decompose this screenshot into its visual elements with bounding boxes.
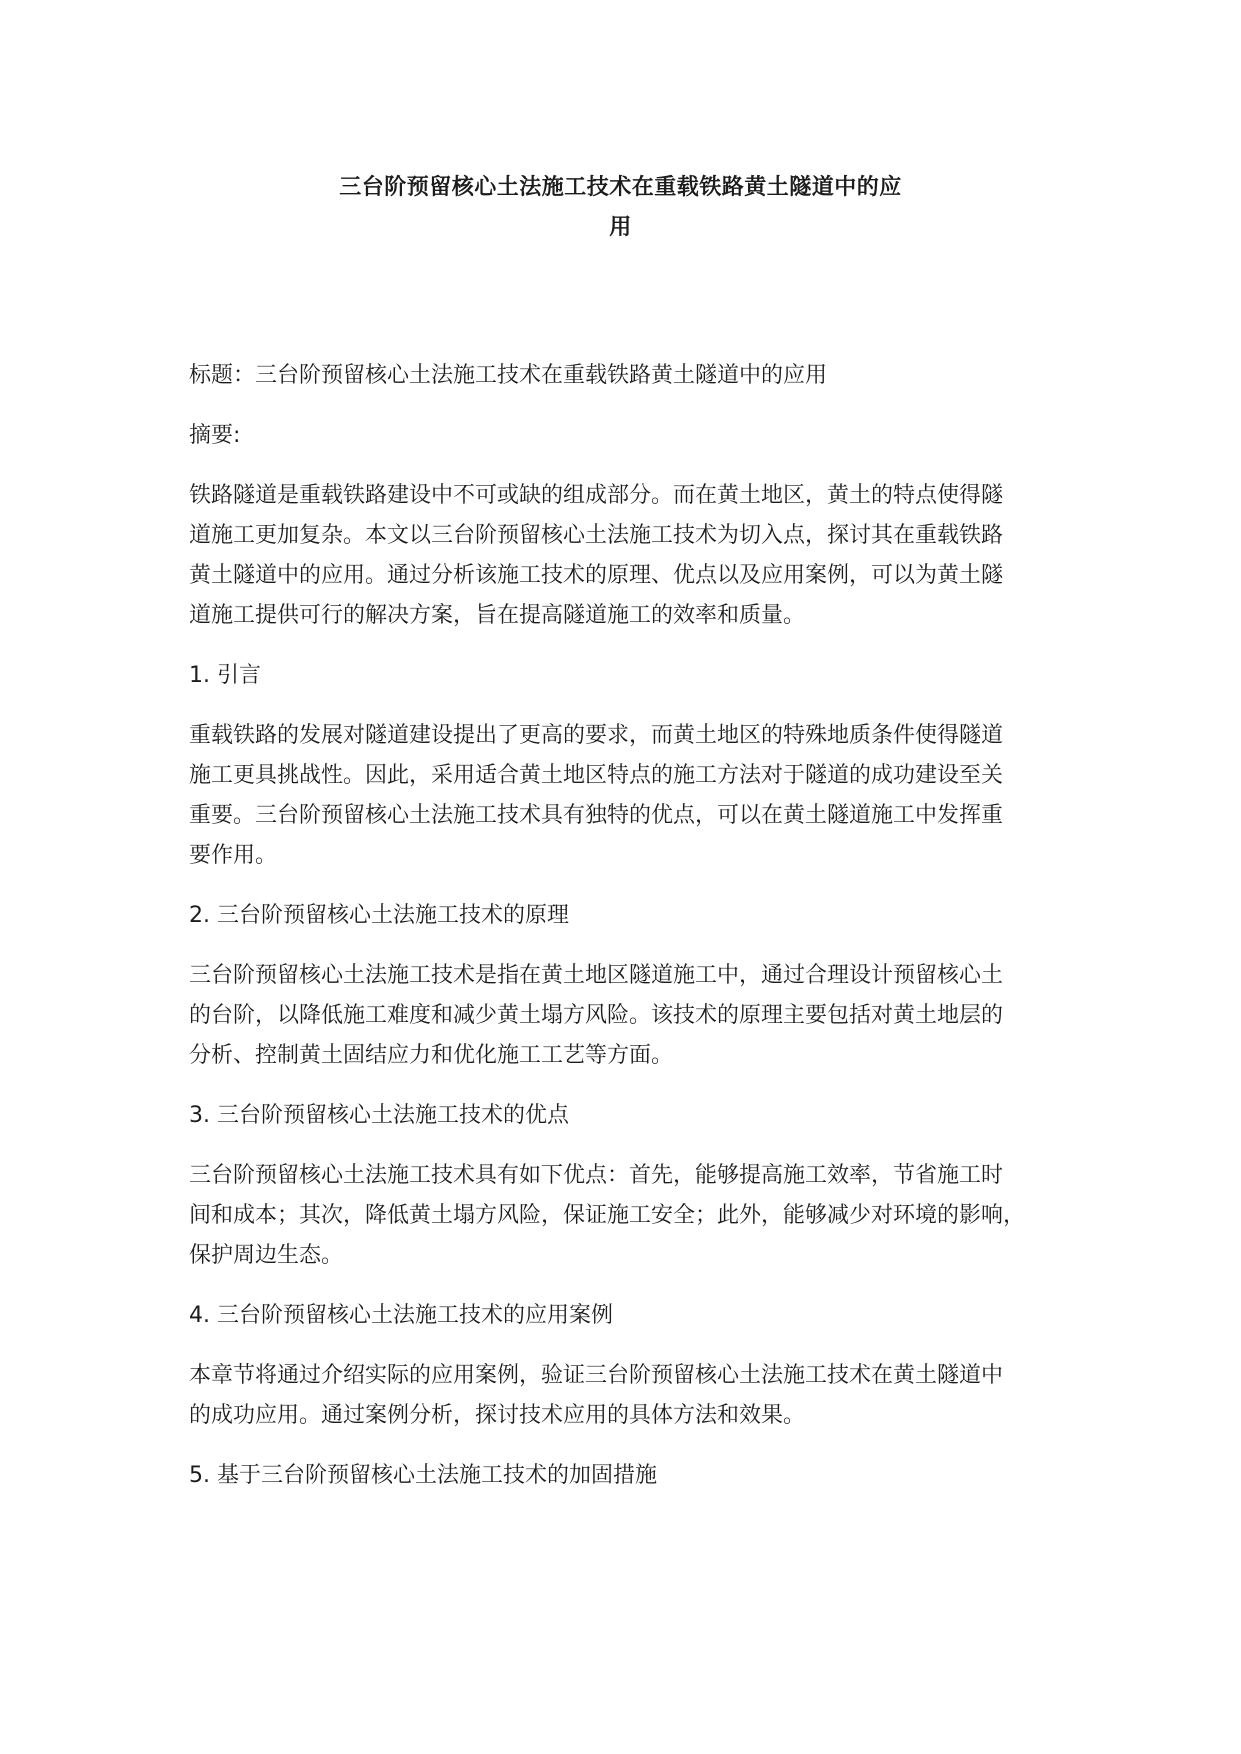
title-line: 标题：三台阶预留核心土法施工技术在重载铁路黄土隧道中的应用 [189,363,828,388]
document-body [189,356,1079,1496]
section-heading-reinforcement: 5. 基于三台阶预留核心土法施工技术的加固措施 [189,1463,657,1488]
section-body-introduction: 重载铁路的发展对隧道建设提出了更高的要求，而黄土地区的特殊地质条件使得隧道 施工更具挑战性。因此，采用适合黄土地区特点的施工方法对于隧道的成功建设至关 重要。三台阶预留核心土法施工技术具有独特的优点，可以在黄土隧道施工中发挥重 要作用。 [189,723,1004,868]
abstract-label: 摘要: [189,423,241,448]
section-heading-principle: 2. 三台阶预留核心土法施工技术的原理 [189,903,569,928]
section-heading-cases: 4. 三台阶预留核心土法施工技术的应用案例 [189,1303,613,1328]
document-title: 三台阶预留核心土法施工技术在重载铁路黄土隧道中的应 用 [339,175,902,240]
section-body-cases: 本章节将通过介绍实际的应用案例，验证三台阶预留核心土法施工技术在黄土隧道中 的成功应用。通过案例分析，探讨技术应用的具体方法和效果。 [189,1363,1004,1428]
section-body-advantages: 三台阶预留核心土法施工技术具有如下优点：首先，能够提高施工效率，节省施工时 间和成本；其次，降低黄土塌方风险，保证施工安全；此外，能够减少对环境的影响， 保护周边生态。 [189,1163,1026,1268]
abstract-paragraph: 铁路隧道是重载铁路建设中不可或缺的组成部分。而在黄土地区，黄土的特点使得隧 道施工更加复杂。本文以三台阶预留核心土法施工技术为切入点，探讨其在重载铁路 黄土隧道中的应用。通过分析该施工技术的原理、优点以及应用案例，可以为黄土隧 道施工提供可行的解决方案，旨在提高隧道施工的效率和质量。 [189,483,1004,628]
section-heading-introduction: 1. 引言 [189,663,261,688]
section-heading-advantages: 3. 三台阶预留核心土法施工技术的优点 [189,1103,569,1128]
section-body-principle: 三台阶预留核心土法施工技术是指在黄土地区隧道施工中，通过合理设计预留核心土 的台阶，以降低施工难度和减少黄土塌方风险。该技术的原理主要包括对黄土地层的 分析、控制黄土固结应力和优化施工工艺等方面。 [189,963,1004,1068]
